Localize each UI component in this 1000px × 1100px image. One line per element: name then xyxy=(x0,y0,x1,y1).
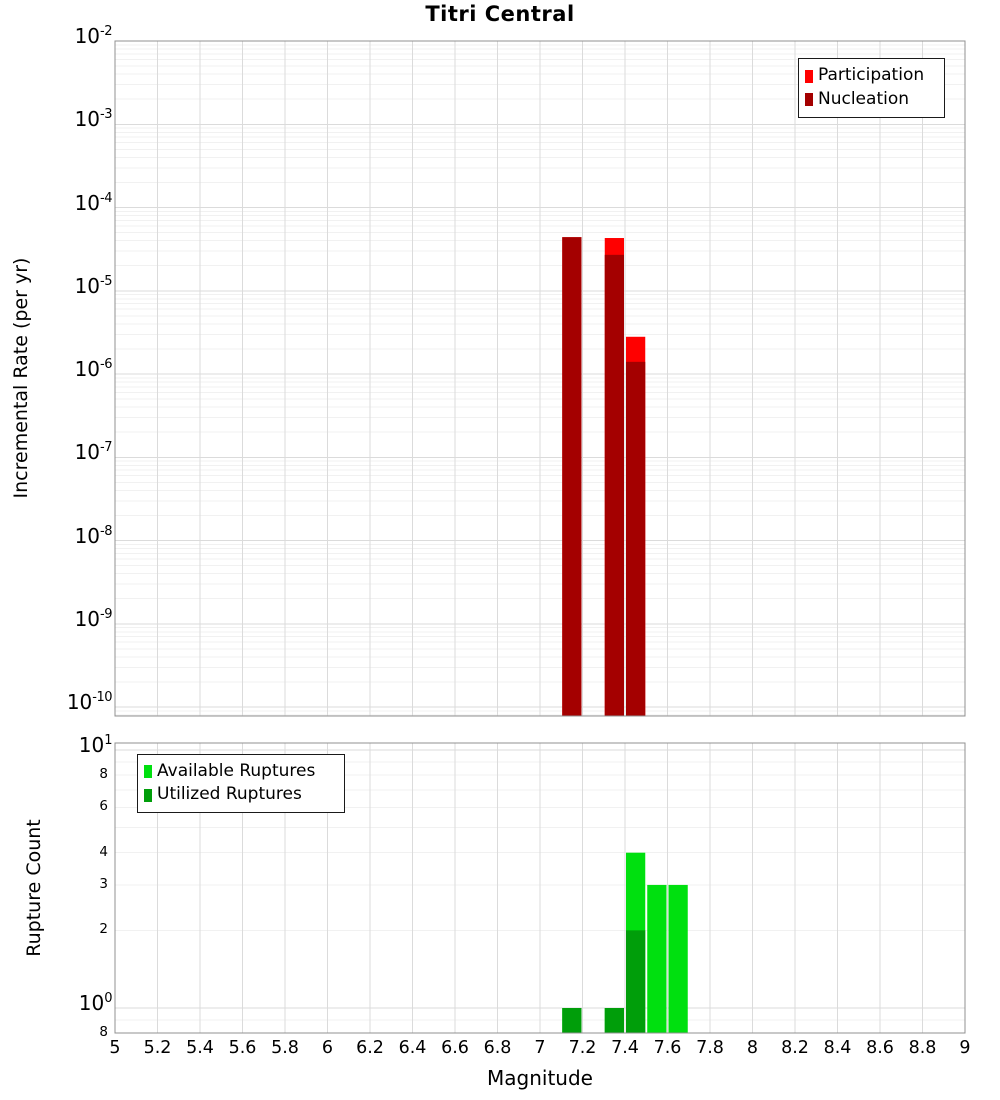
participation-swatch xyxy=(805,70,813,83)
x-tick-label: 5.4 xyxy=(186,1038,214,1058)
bar-nucleation xyxy=(626,362,645,716)
bar-nucleation xyxy=(562,237,581,716)
bar-available-ruptures xyxy=(647,885,666,1033)
legend-item-nucleation xyxy=(805,90,938,110)
y-minor-tick-label: 3 xyxy=(99,875,108,892)
x-tick-label: 6 xyxy=(321,1038,334,1058)
y-minor-tick-label: 6 xyxy=(99,798,108,815)
x-tick-label: 6.6 xyxy=(441,1038,469,1058)
y-tick-label: $10^{-7}$ xyxy=(74,440,112,465)
rate-legend xyxy=(798,58,945,118)
y-tick-label: $10^0$ xyxy=(78,991,112,1015)
x-tick-label: 7.4 xyxy=(611,1038,639,1058)
y-tick-label: $10^{-5}$ xyxy=(74,273,112,298)
x-tick-label: 5.2 xyxy=(143,1038,172,1058)
rupture-legend xyxy=(137,754,345,813)
x-tick-label: 8.4 xyxy=(823,1038,852,1058)
utilized-ruptures-legend-label: Utilized Ruptures xyxy=(157,784,302,805)
magnitude-axis-title: Magnitude xyxy=(487,1066,593,1090)
gridlines xyxy=(115,41,965,716)
y-tick-label: $10^{-10}$ xyxy=(66,690,112,715)
y-minor-tick-label: 8 xyxy=(99,1024,108,1040)
x-tick-label: 8 xyxy=(746,1038,759,1058)
x-tick-label: 7.2 xyxy=(568,1038,597,1058)
x-tick-label: 9 xyxy=(959,1038,971,1058)
x-tick-label: 5 xyxy=(109,1038,121,1058)
y-tick-label: $10^{-9}$ xyxy=(74,606,112,631)
bar-utilized-ruptures xyxy=(626,930,645,1033)
legend-item-available-ruptures xyxy=(144,762,338,782)
nucleation-legend-label: Nucleation xyxy=(818,89,910,110)
x-tick-label: 7.6 xyxy=(653,1038,682,1058)
x-tick-label: 5.8 xyxy=(271,1038,299,1058)
bar-utilized-ruptures xyxy=(605,1008,624,1033)
bar-nucleation xyxy=(605,255,624,716)
chart-title: Titri Central xyxy=(425,2,575,26)
legend-item-utilized-ruptures xyxy=(144,785,338,805)
x-tick-label: 8.2 xyxy=(781,1038,809,1058)
bar-utilized-ruptures xyxy=(562,1008,581,1033)
bar-available-ruptures xyxy=(669,885,688,1033)
x-tick-label: 5.6 xyxy=(228,1038,257,1058)
participation-legend-label: Participation xyxy=(818,65,925,86)
y-tick-label: $10^{-6}$ xyxy=(74,357,112,381)
x-tick-label: 6.2 xyxy=(356,1038,384,1058)
rate-axis-title: Incremental Rate (per yr) xyxy=(10,257,32,499)
available-ruptures-swatch xyxy=(144,765,152,778)
x-tick-label: 8.8 xyxy=(908,1038,937,1058)
y-tick-label: $10^{-3}$ xyxy=(74,107,112,132)
x-tick-label: 6.8 xyxy=(483,1038,512,1058)
utilized-ruptures-swatch xyxy=(144,789,152,802)
x-tick-label: 8.6 xyxy=(866,1038,894,1058)
count-axis-title: Rupture Count xyxy=(23,819,45,957)
y-minor-tick-label: 4 xyxy=(99,843,108,860)
y-minor-tick-label: 2 xyxy=(99,921,108,938)
y-minor-tick-label: 8 xyxy=(99,766,108,783)
y-tick-label: $10^{-2}$ xyxy=(74,24,112,48)
y-tick-label: $10^{-8}$ xyxy=(74,523,112,548)
x-tick-label: 7 xyxy=(534,1038,546,1058)
y-tick-label: $10^1$ xyxy=(78,733,112,758)
x-tick-label: 6.4 xyxy=(398,1038,427,1058)
y-tick-label: $10^{-4}$ xyxy=(74,190,112,215)
incremental-rate-chart xyxy=(115,41,965,716)
legend-item-participation xyxy=(805,66,938,86)
available-ruptures-legend-label: Available Ruptures xyxy=(157,760,316,781)
nucleation-swatch xyxy=(805,93,813,106)
x-tick-label: 7.8 xyxy=(696,1038,724,1058)
